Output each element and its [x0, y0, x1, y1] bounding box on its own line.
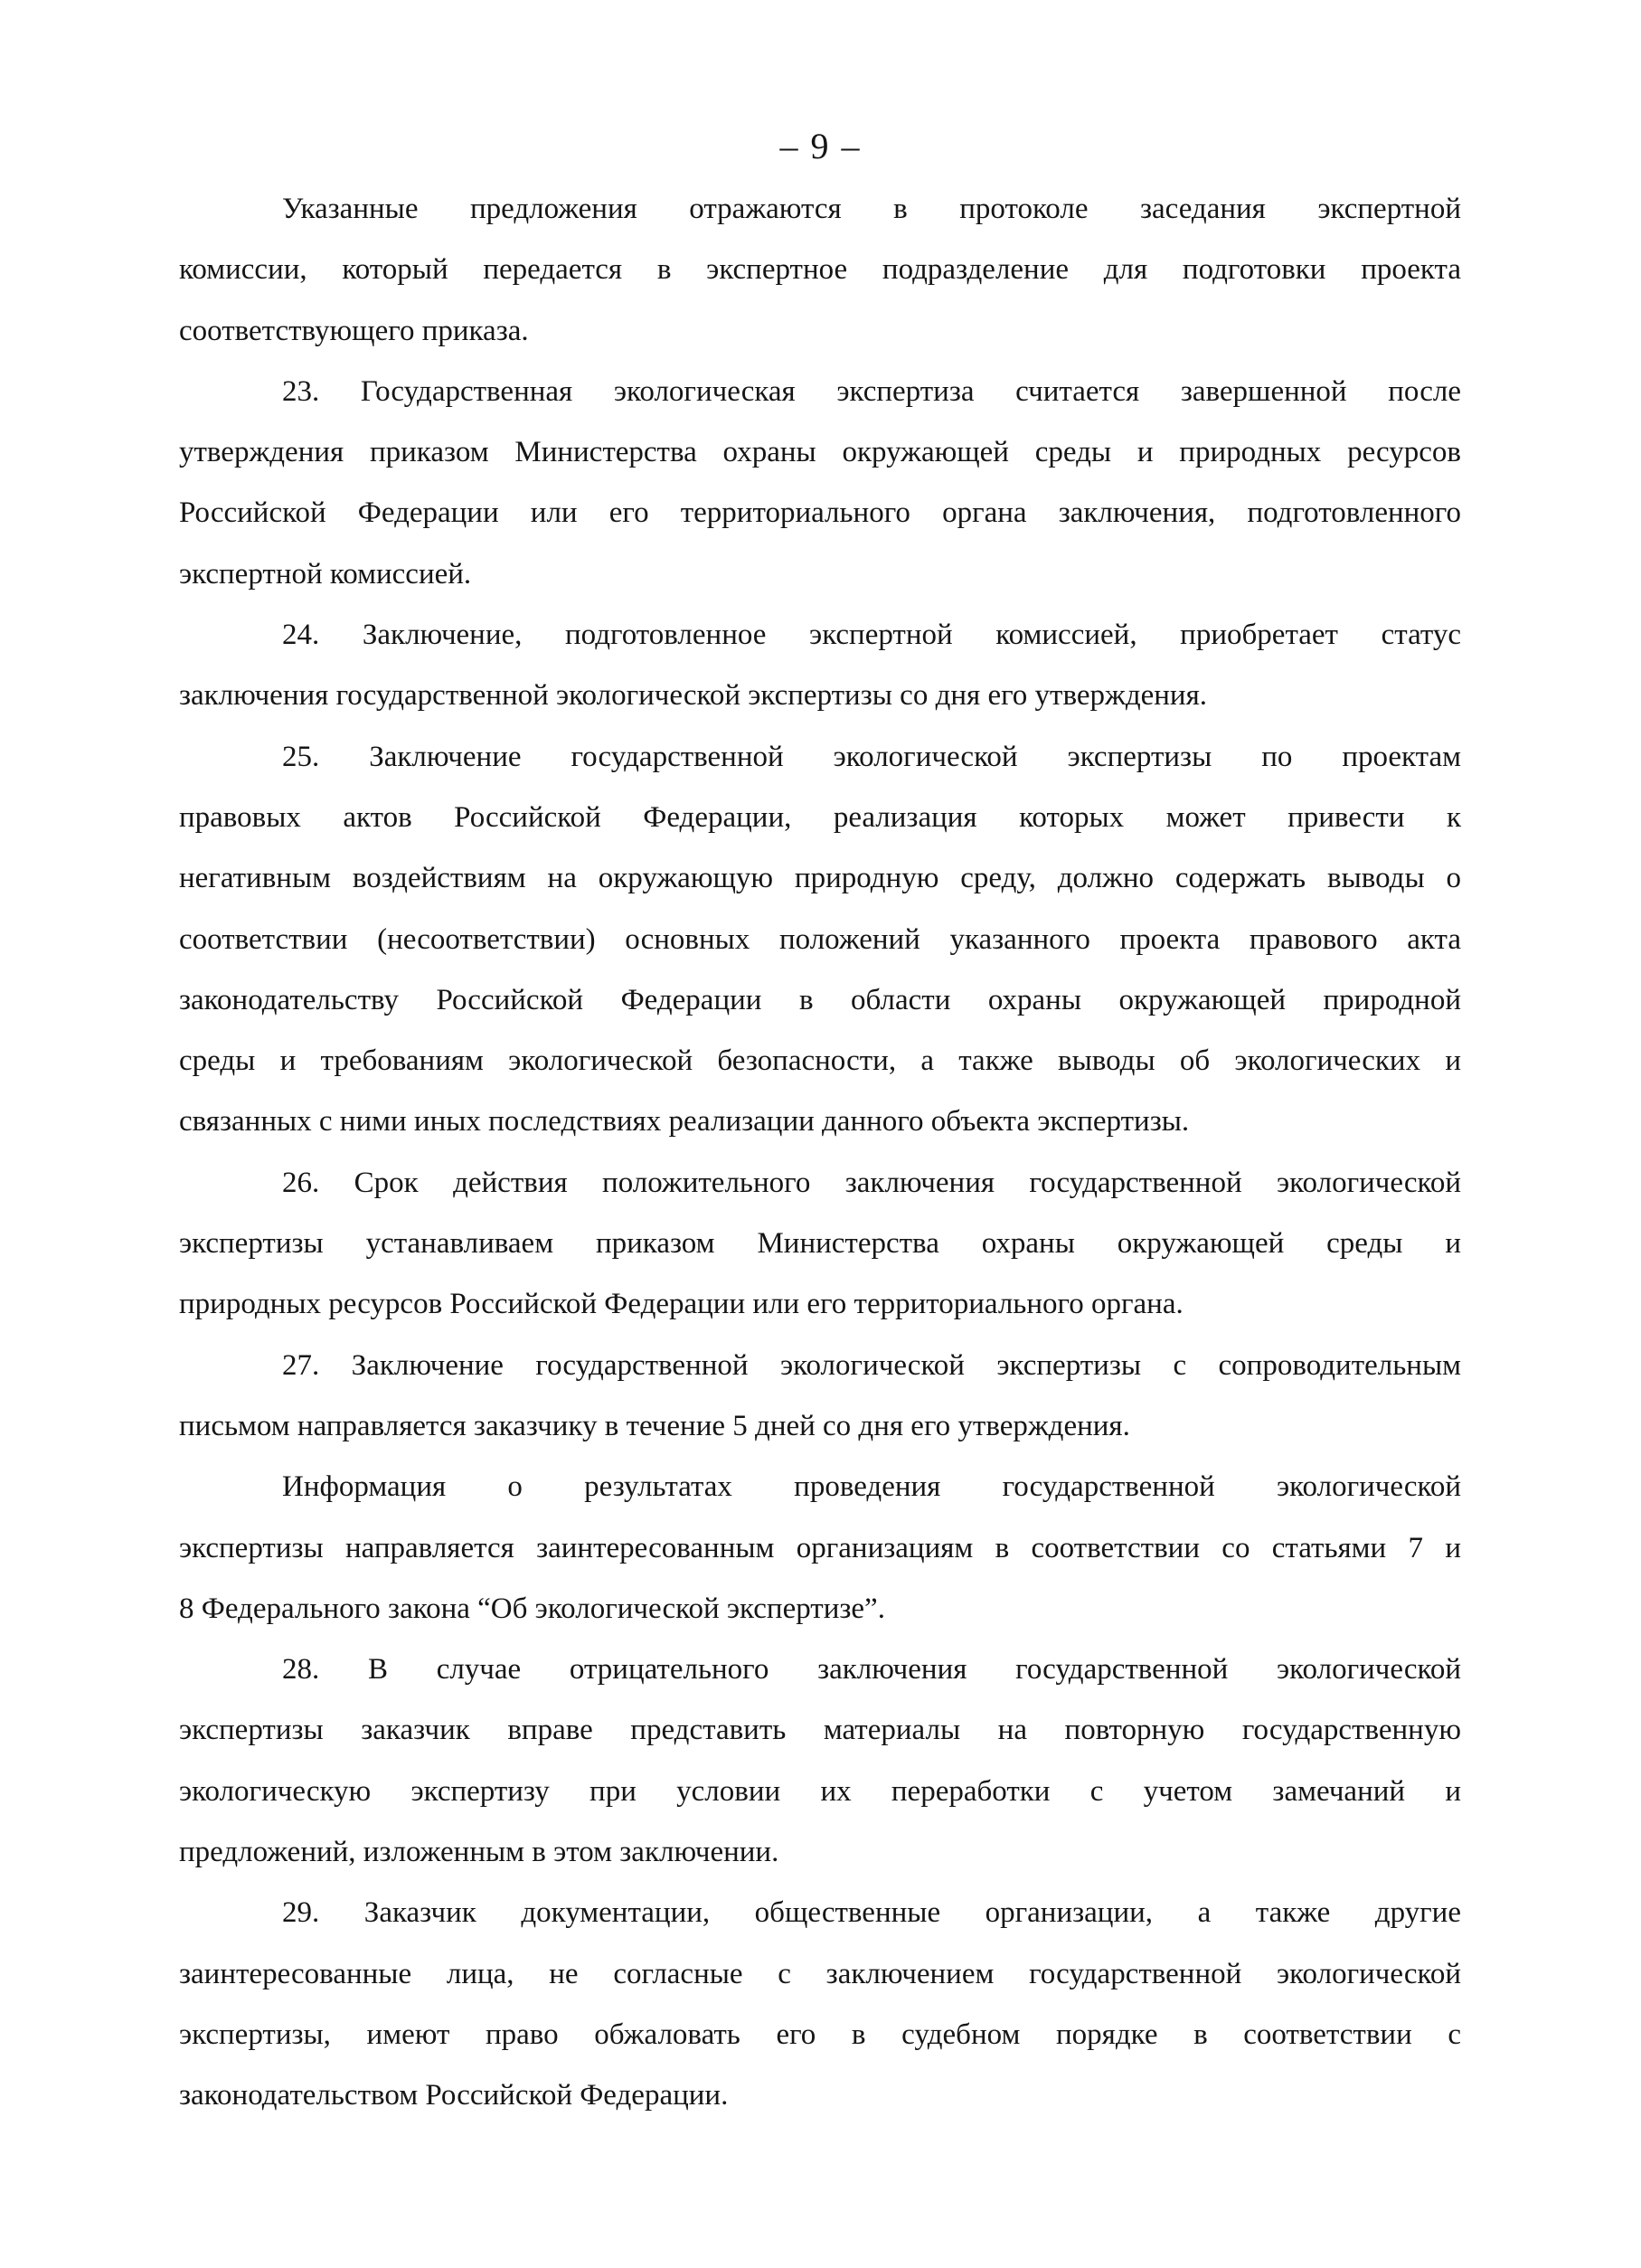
paragraph-line: комиссии, который передается в экспертное подразделение для подготовки проекта — [179, 253, 1461, 287]
paragraph-line: экспертизы, имеют право обжаловать его в судебном порядке в соответствии с — [179, 2018, 1461, 2051]
paragraph-line: Российской Федерации или его территориального органа заключения, подготовленного — [179, 496, 1461, 530]
paragraph-line: среды и требованиям экологической безопасности, а также выводы об экологических и — [179, 1044, 1461, 1078]
paragraph-27 — [179, 1336, 1461, 1458]
paragraph-line: экспертизы устанавливаем приказом Министерства охраны окружающей среды и — [179, 1227, 1461, 1261]
paragraph-24 — [179, 605, 1461, 727]
paragraph-line: письмом направляется заказчику в течение 5 дней со дня его утверждения. — [179, 1409, 1130, 1442]
paragraph-line: экспертной комиссией. — [179, 557, 472, 591]
paragraph-information — [179, 1457, 1461, 1640]
paragraph-line: негативным воздействиям на окружающую природную среду, должно содержать выводы о — [179, 862, 1461, 895]
paragraph-line: 26. Срок действия положительного заключения государственной экологической — [282, 1166, 1461, 1199]
paragraph-line: 23. Государственная экологическая экспертиза считается завершенной после — [282, 374, 1461, 408]
paragraph-line: правовых актов Российской Федерации, реализация которых может привести к — [179, 800, 1461, 834]
paragraph-line: экспертизы направляется заинтересованным организациям в соответствии со статьями 7 и — [179, 1531, 1461, 1564]
paragraph-26 — [179, 1153, 1461, 1336]
paragraph-line: Информация о результатах проведения государственной экологической — [282, 1470, 1461, 1504]
paragraph-line: заключения государственной экологической экспертизы со дня его утверждения. — [179, 679, 1208, 713]
document-body — [179, 179, 1461, 2127]
paragraph-line: законодательству Российской Федерации в области охраны окружающей природной — [179, 983, 1461, 1016]
paragraph-line: 24. Заключение, подготовленное экспертной комиссией, приобретает статус — [282, 619, 1461, 652]
paragraph-line: соответствующего приказа. — [179, 314, 529, 347]
paragraph-line: природных ресурсов Российской Федерации или его территориального органа. — [179, 1288, 1184, 1321]
paragraph-line: заинтересованные лица, не согласные с заключением государственной экологической — [179, 1957, 1461, 1990]
paragraph-line: соответствии (несоответствии) основных положений указанного проекта правового акта — [179, 922, 1461, 956]
paragraph-29 — [179, 1883, 1461, 2126]
paragraph-line: предложений, изложенным в этом заключении. — [179, 1836, 779, 1869]
paragraph-intro — [179, 179, 1461, 362]
page-number: – 9 – — [779, 126, 862, 166]
paragraph-line: 27. Заключение государственной экологической экспертизы с сопроводительным — [282, 1348, 1461, 1382]
paragraph-line: утверждения приказом Министерства охраны окружающей среды и природных ресурсов — [179, 436, 1461, 469]
paragraph-23 — [179, 362, 1461, 605]
paragraph-line: законодательством Российской Федерации. — [179, 2079, 729, 2112]
paragraph-line: 28. В случае отрицательного заключения государственной экологической — [282, 1653, 1461, 1687]
paragraph-25 — [179, 727, 1461, 1153]
paragraph-line: экспертизы заказчик вправе представить материалы на повторную государственную — [179, 1714, 1461, 1747]
paragraph-28 — [179, 1640, 1461, 1883]
paragraph-line: 8 Федерального закона “Об экологической экспертизе”. — [179, 1592, 885, 1625]
paragraph-line: 29. Заказчик документации, общественные организации, а также другие — [282, 1896, 1461, 1930]
paragraph-line: Указанные предложения отражаются в протоколе заседания экспертной — [282, 193, 1461, 225]
paragraph-line: экологическую экспертизу при условии их переработки с учетом замечаний и — [179, 1774, 1461, 1808]
paragraph-line: связанных с ними иных последствиях реализации данного объекта экспертизы. — [179, 1105, 1190, 1139]
paragraph-line: 25. Заключение государственной экологической экспертизы по проектам — [282, 740, 1461, 773]
